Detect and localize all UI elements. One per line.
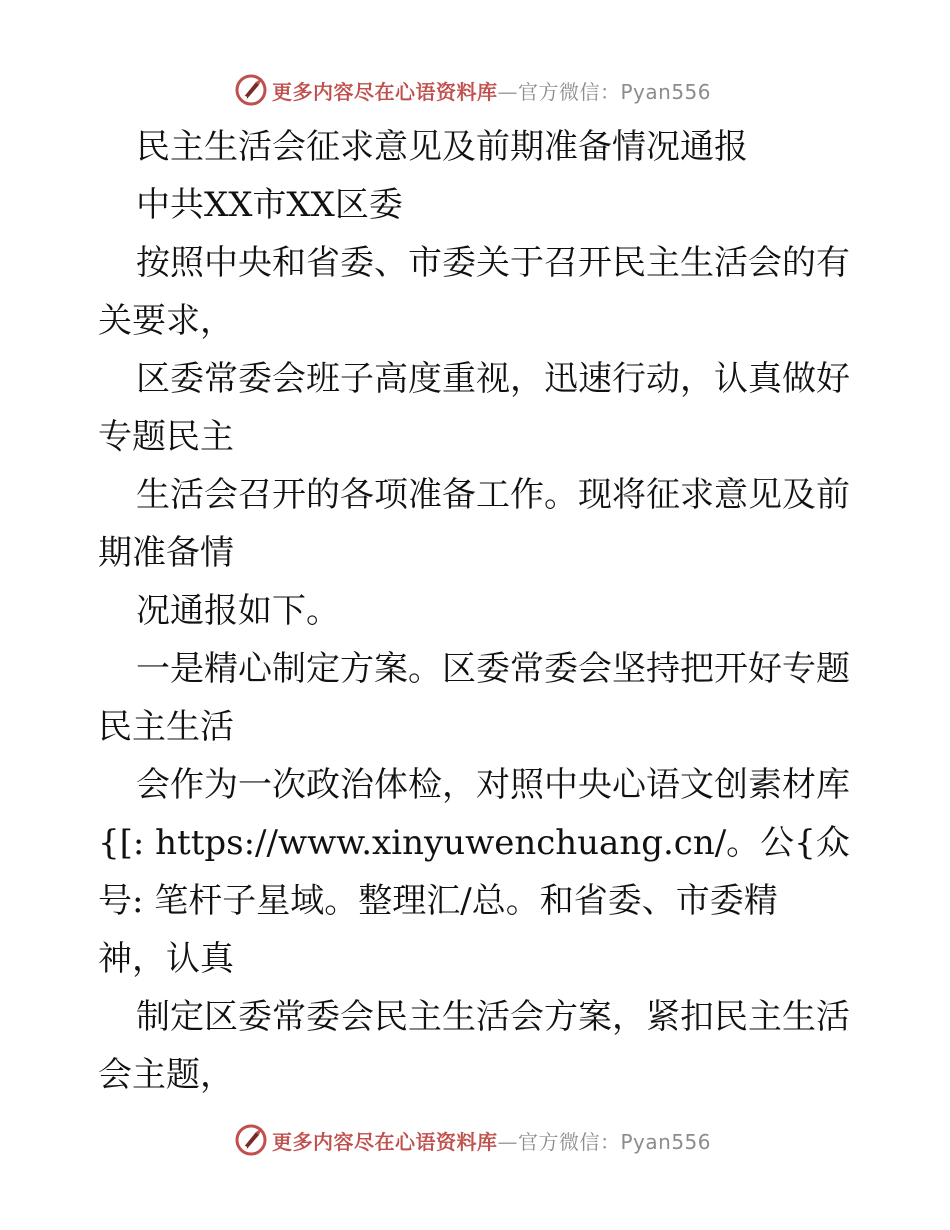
paragraph-line: 生活会召开的各项准备工作。现将征求意见及前 xyxy=(136,475,850,515)
banner-separator: — xyxy=(497,1129,518,1154)
paragraph-line: 号: 笔杆子星域。整理汇/总。和省委、市委精 xyxy=(98,881,778,921)
banner-label: 官方微信： xyxy=(518,1129,621,1154)
quill-pen-logo-icon xyxy=(234,73,268,107)
header-banner xyxy=(234,72,734,108)
paragraph-line: {[: https://www.xinyuwenchuang.cn/。公{众 xyxy=(98,823,850,863)
banner-account: Pyan556 xyxy=(620,1129,712,1154)
document-title: 民主生活会征求意见及前期准备情况通报 xyxy=(136,127,748,167)
banner-promo: 更多内容尽在心语资料库 xyxy=(272,79,498,104)
paragraph-line: 制定区委常委会民主生活会方案，紧扣民主生活 xyxy=(136,997,850,1037)
paragraph-line: 一是精心制定方案。区委常委会坚持把开好专题 xyxy=(136,649,850,689)
banner-text xyxy=(272,76,711,105)
paragraph-line: 关要求， xyxy=(98,301,234,341)
banner-separator: — xyxy=(497,79,518,104)
banner-text xyxy=(272,1126,711,1155)
paragraph-line: 会作为一次政治体检，对照中央心语文创素材库 xyxy=(136,765,850,805)
paragraph-line: 神，认真 xyxy=(98,939,234,979)
paragraph-line: 专题民主 xyxy=(98,417,234,457)
paragraph-line: 会主题， xyxy=(98,1055,234,1095)
banner-label: 官方微信： xyxy=(518,79,621,104)
paragraph-line: 区委常委会班子高度重视，迅速行动，认真做好 xyxy=(136,359,850,399)
paragraph-line: 民主生活 xyxy=(98,707,234,747)
banner-account: Pyan556 xyxy=(620,79,712,104)
quill-pen-logo-icon xyxy=(234,1123,268,1157)
document-body xyxy=(98,118,858,1104)
document-org: 中共XX市XX区委 xyxy=(136,185,403,225)
paragraph-line: 按照中央和省委、市委关于召开民主生活会的有 xyxy=(136,243,850,283)
paragraph-line: 况通报如下。 xyxy=(136,591,340,631)
footer-banner xyxy=(234,1122,734,1158)
banner-promo: 更多内容尽在心语资料库 xyxy=(272,1129,498,1154)
paragraph-line: 期准备情 xyxy=(98,533,234,573)
